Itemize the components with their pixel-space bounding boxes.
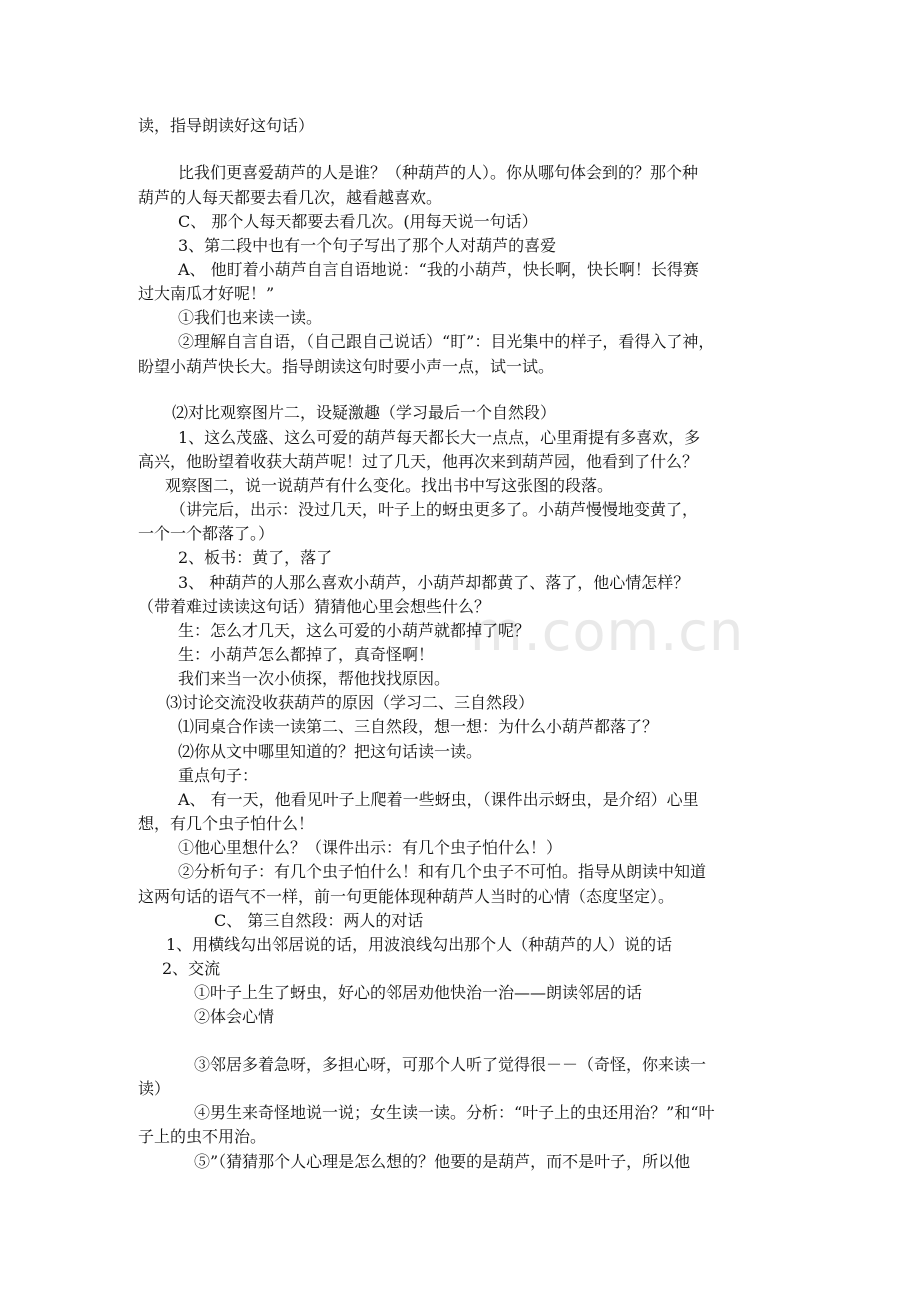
text-line: ⑵对比观察图片二，设疑激趣（学习最后一个自然段） — [172, 403, 557, 422]
text-line: （带着难过读读这句话）猜猜他心里会想些什么？ — [138, 597, 491, 616]
text-line: ②理解自言自语，（自己跟自己说话）“盯”：目光集中的样子，看得入了神， — [178, 332, 715, 351]
text-line: 观察图二，说一说葫芦有什么变化。找出书中写这张图的段落。 — [165, 476, 614, 495]
text-line: ⑶讨论交流没收获葫芦的原因（学习二、三自然段） — [166, 693, 535, 712]
text-line: ①他心里想什么？（课件出示：有几个虫子怕什么！） — [178, 838, 563, 857]
text-line: 重点句子： — [178, 766, 259, 785]
text-line: 2、交流 — [162, 959, 221, 978]
text-line: ②体会心情 — [194, 1007, 275, 1026]
text-line: 3、第二段中也有一个句子写出了那个人对葫芦的喜爱 — [178, 236, 557, 255]
text-line: C、 那个人每天都要去看几次。(用每天说一句话） — [178, 212, 538, 231]
text-line: ②分析句子：有几个虫子怕什么！和有几个虫子不可怕。指导从朗读中知道 — [178, 862, 707, 881]
text-line: 2、板书：黄了，落了 — [178, 548, 333, 567]
text-line: 我们来当一次小侦探，帮他找找原因。 — [178, 669, 451, 688]
text-line: A、 有一天，他看见叶子上爬着一些蚜虫，（课件出示蚜虫，是介绍）心里 — [178, 790, 699, 809]
text-line: 读，指导朗读好这句话） — [138, 116, 315, 135]
text-line: 葫芦的人每天都要去看几次，越看越喜欢。 — [138, 188, 443, 207]
text-line: ⑴同桌合作读一读第二、三自然段，想一想：为什么小葫芦都落了？ — [178, 717, 659, 736]
text-line: 1、用横线勾出邻居说的话，用波浪线勾出那个人（种葫芦的人）说的话 — [166, 935, 673, 954]
text-line: 生：小葫芦怎么都掉了，真奇怪啊！ — [178, 645, 435, 664]
text-line: 3、 种葫芦的人那么喜欢小葫芦，小葫芦却都黄了、落了，他心情怎样？ — [178, 573, 690, 592]
text-line: 比我们更喜爱葫芦的人是谁？（种葫芦的人）。你从哪句体会到的？那个种 — [178, 163, 699, 182]
watermark: m.com.cn — [470, 600, 745, 663]
text-line: ⑵你从文中哪里知道的？把这句话读一读。 — [178, 742, 483, 761]
text-line: ⑤”（猜猜那个人心理是怎么想的？他要的是葫芦，而不是叶子，所以他 — [194, 1152, 691, 1171]
text-line: ①我们也来读一读。 — [178, 308, 323, 327]
text-line: 一个一个都落了。） — [138, 524, 275, 543]
text-line: 读） — [138, 1079, 171, 1098]
text-line: 过大南瓜才好呢！” — [138, 284, 275, 303]
text-line: 1、这么茂盛、这么可爱的葫芦每天都长大一点点，心里甭提有多喜欢，多 — [178, 428, 701, 447]
text-line: C、 第三自然段：两人的对话 — [214, 911, 424, 930]
text-line: A、 他盯着小葫芦自言自语地说：“我的小葫芦，快长啊，快长啊！长得赛 — [178, 260, 699, 279]
text-line: 子上的虫不用治。 — [138, 1127, 267, 1146]
text-line: 想，有几个虫子怕什么！ — [138, 814, 315, 833]
text-line: （讲完后，出示：没过几天，叶子上的蚜虫更多了。小葫芦慢慢地变黄了， — [170, 500, 699, 519]
text-line: 生：怎么才几天，这么可爱的小葫芦就都掉了呢？ — [178, 621, 531, 640]
text-line: 盼望小葫芦快长大。指导朗读这句时要小声一点，试一试。 — [138, 357, 555, 376]
text-line: 高兴，他盼望着收获大葫芦呢！过了几天，他再次来到葫芦园，他看到了什么？ — [138, 452, 699, 471]
text-line: ①叶子上生了蚜虫，好心的邻居劝他快治一治——朗读邻居的话 — [194, 983, 643, 1002]
text-line: 这两句话的语气不一样，前一句更能体现种葫芦人当时的心情（态度坚定）。 — [138, 887, 675, 906]
text-line: ④男生来奇怪地说一说；女生读一读。分析：“叶子上的虫还用治？”和“叶 — [194, 1103, 715, 1122]
text-line: ③邻居多着急呀，多担心呀，可那个人听了觉得很－－（奇怪，你来读一 — [194, 1055, 707, 1074]
